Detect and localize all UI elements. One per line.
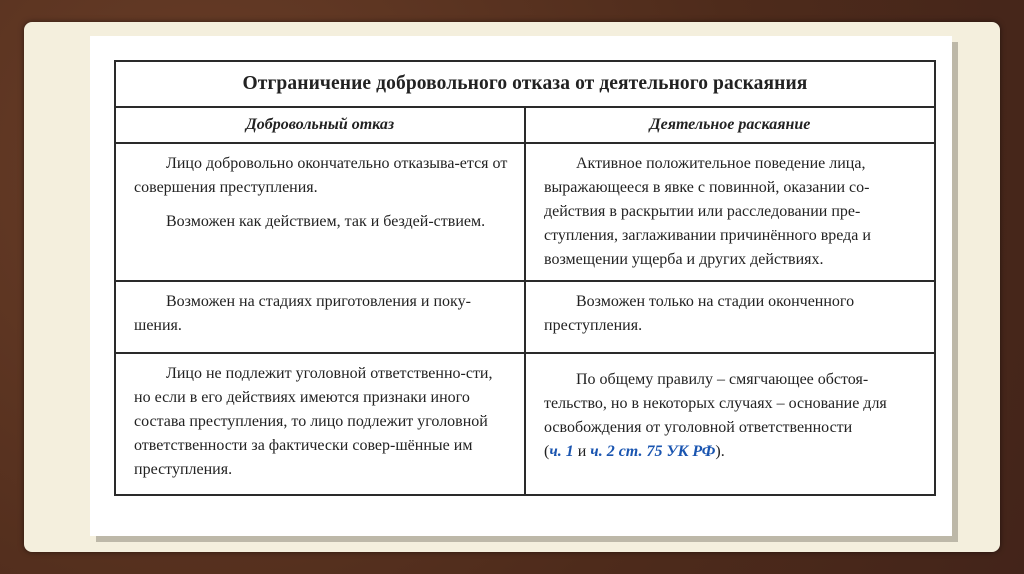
paragraph: Лицо не подлежит уголовной ответственно-сти, но если в его действиях имеются признаки иного состава преступления, то лицо подлежит уголовной ответственности за фактически совер-шённые им преступления. [134, 365, 493, 478]
paragraph: Возможен только на стадии оконченного преступления. [544, 293, 855, 334]
table-cell [525, 143, 935, 281]
table-cell [525, 353, 935, 495]
closing-paren: ). [715, 443, 725, 460]
table-cell [115, 281, 525, 353]
paragraph [544, 368, 920, 464]
comparison-table [114, 60, 936, 496]
paragraph: Лицо добровольно окончательно отказыва-ется от совершения преступления. [134, 155, 508, 196]
conjunction: и [573, 443, 591, 460]
law-reference-part1[interactable]: ч. 1 [549, 443, 574, 460]
column-header-active-repentance: Деятельное раскаяние [525, 107, 935, 143]
table-cell [115, 353, 525, 495]
law-reference-article-75[interactable]: ч. 2 ст. 75 УК РФ [590, 443, 716, 460]
paragraph-text: По общему правилу – смягчающее обстоя-тельство, но в некоторых случаях – основание для освобождения от уголовной ответственности [544, 371, 887, 436]
paragraph: Активное положительное поведение лица, выражающееся в явке с повинной, оказании со-действия в раскрытии или расследовании пре-ступления, заглаживании причинённого вреда и возмещении ущерба и других действиях. [544, 155, 871, 268]
document-page [90, 36, 952, 536]
table-row [115, 353, 935, 495]
column-header-voluntary-refusal: Добровольный отказ [115, 107, 525, 143]
table-cell [525, 281, 935, 353]
table-row [115, 143, 935, 281]
paragraph: Возможен как действием, так и бездей-ствием. [166, 213, 486, 230]
table-row [115, 281, 935, 353]
table-cell [115, 143, 525, 281]
table-title: Отграничение добровольного отказа от деятельного раскаяния [115, 61, 935, 107]
paragraph: Возможен на стадиях приготовления и поку-шения. [134, 293, 471, 334]
open-paren: ( [544, 443, 550, 460]
slide-frame [24, 22, 1000, 552]
